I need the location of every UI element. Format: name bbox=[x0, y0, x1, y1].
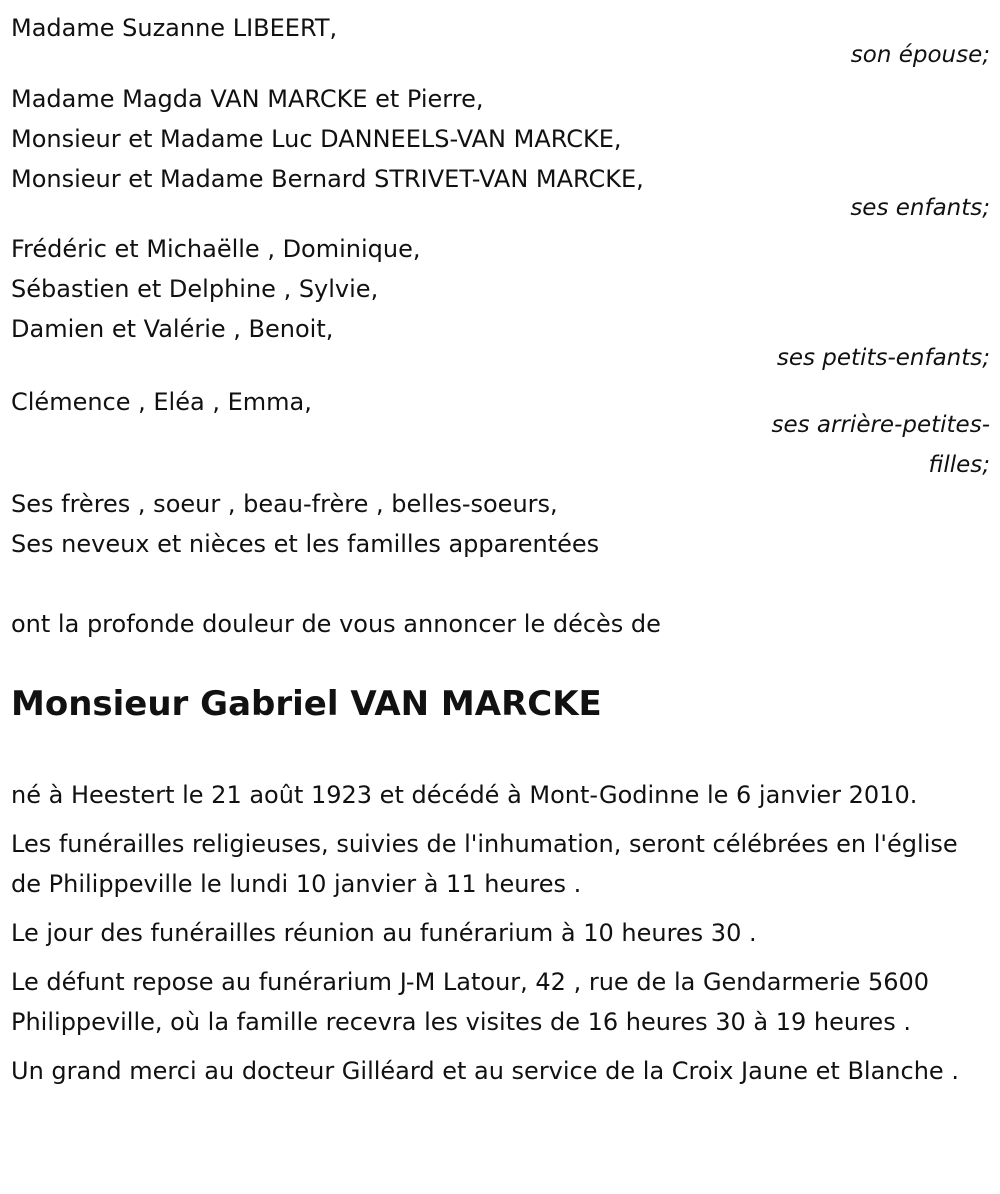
relation-label: ses petits-enfants; bbox=[776, 345, 990, 371]
visitation-paragraph: Le défunt repose au funérarium J-M Latour, 42 , rue de la Gendarmerie 5600 Philippeville, où la famille recevra les visites de 16 heures 30 à 19 heures . bbox=[11, 968, 930, 1036]
birth-death-paragraph: né à Heestert le 21 août 1923 et décédé à Mont-Godinne le 6 janvier 2010. bbox=[11, 781, 918, 809]
thanks-paragraph: Un grand merci au docteur Gilléard et au service de la Croix Jaune et Blanche . bbox=[11, 1057, 959, 1085]
family-member-line: Damien et Valérie , Benoit, bbox=[11, 315, 334, 343]
family-group-others bbox=[11, 484, 990, 564]
relation-label: ses arrière-petites- bbox=[771, 412, 990, 438]
family-member-line: Madame Suzanne LIBEERT, bbox=[11, 14, 338, 42]
family-member-line: Frédéric et Michaëlle , Dominique, bbox=[11, 235, 421, 263]
relation-label-continued: filles; bbox=[928, 452, 990, 478]
family-group-spouse bbox=[11, 8, 990, 70]
announcement-text: ont la profonde douleur de vous annoncer le décès de bbox=[11, 610, 661, 638]
family-group-great-grandchildren bbox=[11, 382, 990, 484]
relation-label: son épouse; bbox=[850, 42, 990, 68]
funeral-paragraph: Les funérailles religieuses, suivies de l'inhumation, seront célébrées en l'église de Philippeville le lundi 10 janvier à 11 heures . bbox=[11, 830, 958, 898]
deceased-name: Monsieur Gabriel VAN MARCKE bbox=[11, 684, 602, 724]
details bbox=[11, 775, 990, 1091]
family-member-line: Clémence , Eléa , Emma, bbox=[11, 388, 312, 416]
family-group-grandchildren bbox=[11, 229, 990, 373]
family-member-line: Monsieur et Madame Luc DANNEELS-VAN MARCKE, bbox=[11, 125, 622, 153]
family-member-line: Madame Magda VAN MARCKE et Pierre, bbox=[11, 85, 484, 113]
gathering-paragraph: Le jour des funérailles réunion au funérarium à 10 heures 30 . bbox=[11, 919, 757, 947]
family-member-line: Sébastien et Delphine , Sylvie, bbox=[11, 275, 379, 303]
relation-label: ses enfants; bbox=[850, 195, 990, 221]
family-member-line: Ses frères , soeur , beau-frère , belles-soeurs, bbox=[11, 490, 558, 518]
family-member-line: Monsieur et Madame Bernard STRIVET-VAN MARCKE, bbox=[11, 165, 644, 193]
family-group-children bbox=[11, 79, 990, 223]
family-member-line: Ses neveux et nièces et les familles apparentées bbox=[11, 530, 600, 558]
